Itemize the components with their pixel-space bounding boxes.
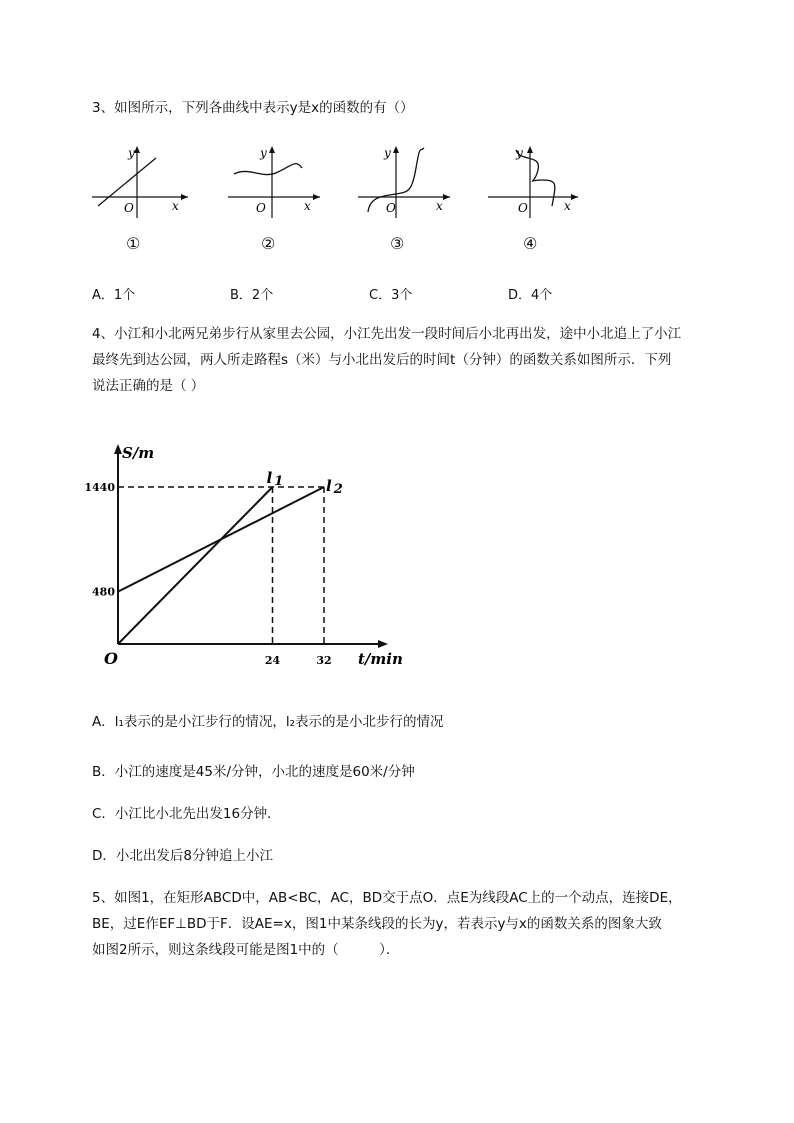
y-axis-arrow [114,444,122,454]
q3-graph-1-label: ① [126,234,141,253]
q5-stem-line1: 5、如图1，在矩形ABCD中，AB<BC，AC，BD交于点O．点E为线段AC上的一个动点，连接DE， [92,890,682,906]
q4-option-d: D．小北出发后8分钟追上小江 [92,848,273,864]
q4-option-b: B．小江的速度是45米/分钟，小北的速度是60米/分钟 [92,764,415,780]
q5-stem-line3: 如图2所示，则这条线段可能是图1中的（ ）． [92,942,400,958]
q3-graph-3-label: ③ [390,234,405,253]
graph-4-origin: O [518,201,528,215]
series-label-l1: l 1 [266,469,284,489]
q3-graph-4-label: ④ [523,234,538,253]
graph-2-x-label: x [304,199,311,213]
graph-4-x-label: x [564,199,571,213]
q3-graph-2 [222,140,322,220]
series-line-l1 [118,487,273,644]
q4-option-c: C．小江比小北先出发16分钟． [92,806,281,822]
graph-4-y-label: y [516,146,523,160]
q4-option-a: A．l₁表示的是小江步行的情况，l₂表示的是小北步行的情况 [92,714,444,730]
q4-stem-line1: 4、小江和小北两兄弟步行从家里去公园，小江先出发一段时间后小北再出发，途中小北追上了小江 [92,326,682,342]
q3-option-b: B．2个 [230,288,274,303]
q4-distance-time-chart [80,432,410,672]
x-axis-label: t/min [358,650,403,668]
q3-graph-1 [90,140,190,220]
graph-1-y-label: y [128,146,135,160]
y-axis-label: S/m [122,444,155,462]
x-axis-arrow [378,640,388,648]
q3-option-d: D．4个 [508,288,553,303]
q3-graph-2-label: ② [261,234,276,253]
graph-2-y-label: y [260,146,267,160]
q3-graph-4 [486,140,586,220]
graph-1-origin: O [124,201,134,215]
y-tick-480: 480 [92,585,115,599]
q3-graph-3 [354,140,454,220]
graph-1-x-label: x [172,199,179,213]
q4-stem-line2: 最终先到达公园，两人所走路程s（米）与小北出发后的时间t（分钟）的函数关系如图所示．下列 [92,352,672,368]
series-label-l2: l 2 [326,477,343,497]
graph-3-x-label: x [436,199,443,213]
q4-stem-line3: 说法正确的是（ ） [92,378,205,394]
x-tick-32: 32 [316,654,332,667]
y-tick-1440: 1440 [84,481,115,494]
x-tick-24: 24 [264,654,281,667]
q3-stem: 3、如图所示，下列各曲线中表示y是x的函数的有（） [92,100,414,116]
q3-option-a: A．1个 [92,288,136,303]
q5-stem-line2: BE，过E作EF⊥BD于F．设AE=x，图1中某条线段的长为y，若表示y与x的函数关系的图象大致 [92,916,662,932]
series-line-l2 [118,487,324,592]
graph-2-origin: O [256,201,266,215]
graph-3-origin: O [386,201,396,215]
graph-3-y-label: y [384,146,391,160]
origin-label: O [104,649,118,668]
q3-option-c: C．3个 [369,288,413,303]
